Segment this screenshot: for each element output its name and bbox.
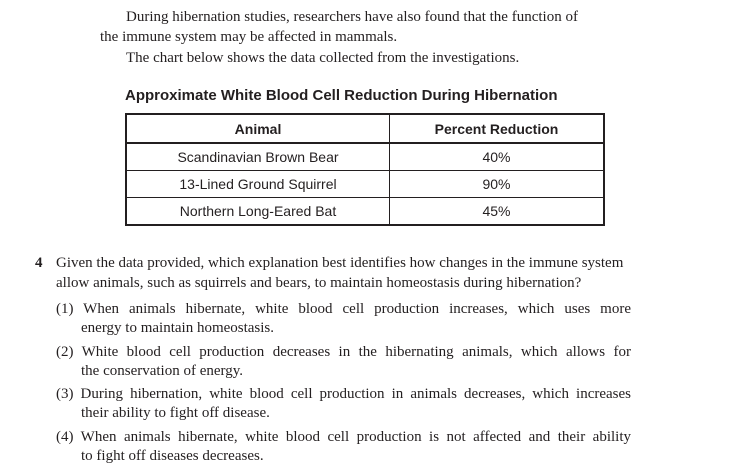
question-number: 4 [35,255,43,271]
percent-cell: 45% [390,198,605,226]
answer-choice-text: (3) During hibernation, white blood cell production in animals decreases, which increases [56,386,631,402]
answer-choice-text: energy to maintain homeostasis. [81,320,275,336]
question-stem [56,253,686,293]
question-stem-line: Given the data provided, which explanation best identifies how changes in the immune system [56,255,624,271]
answer-choice-text: their ability to fight off disease. [81,405,270,421]
answer-choice-text: (1) When animals hibernate, white blood cell production increases, which uses more [56,301,631,317]
intro-paragraph-line: During hibernation studies, researchers have also found that the function of [126,9,578,25]
question-stem-line: allow animals, such as squirrels and bears, to maintain homeostasis during hibernation? [56,275,582,291]
animal-cell: 13-Lined Ground Squirrel [126,171,390,198]
table-title: Approximate White Blood Cell Reduction During Hibernation [125,87,558,104]
table-header-row [126,114,604,143]
answer-choice-text: (4) When animals hibernate, white blood cell production is not affected and their ability [56,429,631,445]
column-header-percent-reduction: Percent Reduction [390,114,605,143]
answer-choice-2[interactable] [56,343,631,381]
percent-cell: 40% [390,143,605,171]
intro-paragraph-line: the immune system may be affected in mammals. [100,29,398,45]
answer-choice-4[interactable] [56,428,631,466]
table-row [126,171,604,198]
data-table [125,113,605,226]
animal-cell: Northern Long-Eared Bat [126,198,390,226]
answer-choice-text: to fight off diseases decreases. [81,448,264,464]
table-row [126,198,604,226]
answer-choice-3[interactable] [56,385,631,423]
answer-choice-1[interactable] [56,300,631,338]
intro-paragraph-line: The chart below shows the data collected from the investigations. [126,50,520,66]
table-row [126,143,604,171]
percent-cell: 90% [390,171,605,198]
column-header-animal: Animal [126,114,390,143]
answer-choice-text: the conservation of energy. [81,363,244,379]
answer-choice-text: (2) White blood cell production decreases in the hibernating animals, which allows for [56,344,631,360]
animal-cell: Scandinavian Brown Bear [126,143,390,171]
